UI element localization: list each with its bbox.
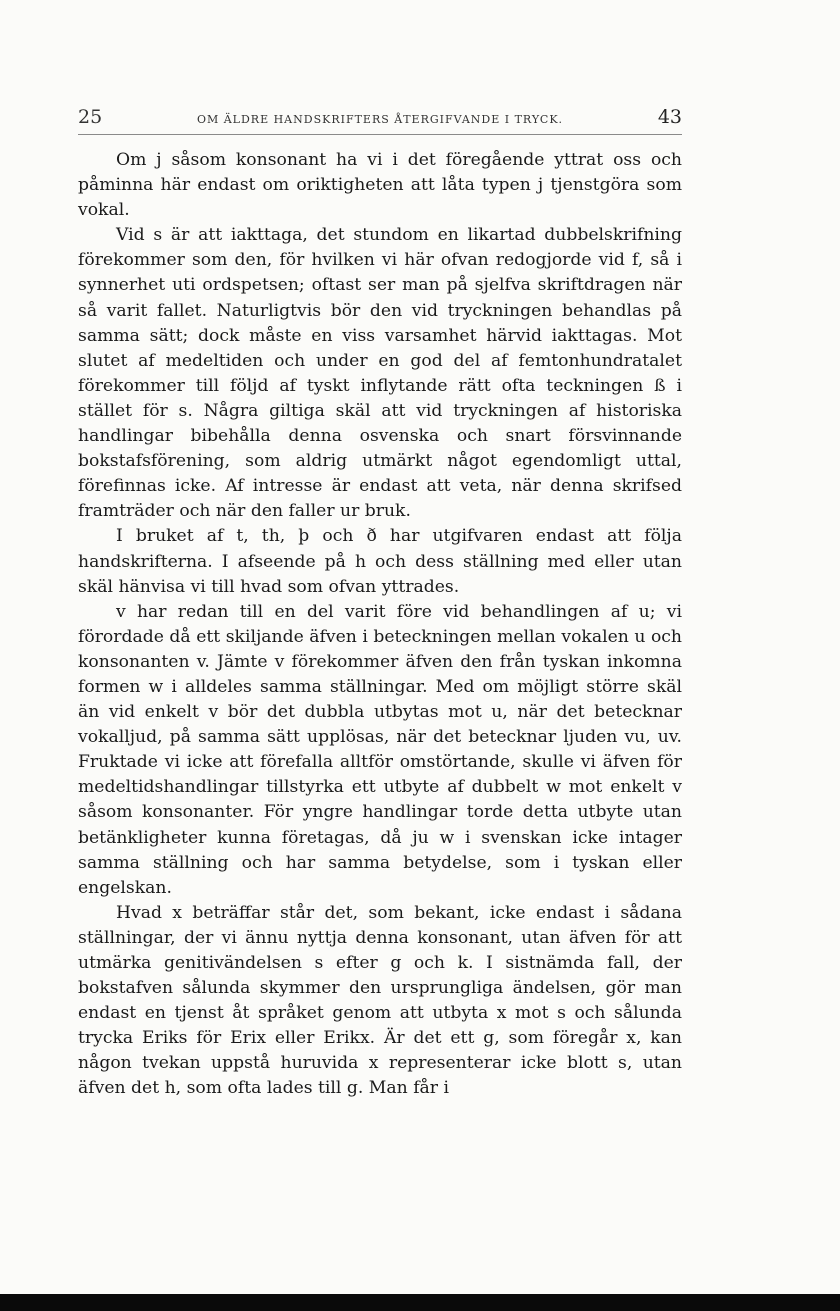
page-number: 43 [657,106,682,128]
paragraph-x: Hvad x beträffar står det, som bekant, icke endast i sådana ställningar, der vi ännu nyttja denna konsonant, utan äfven för att utmärka genitivändelsen s efter g och k. I sistnämda fall, der bokstafven sålunda skymmer den ursprungliga ändelsen, gör man endast en tjenst åt språket genom att utbyta x mot s och sålunda trycka Eriks för Erix eller Erikx. Är det ett g, som föregår x, kan någon tvekan uppstå huruvida x representerar icke blott s, utan äfven det h, som ofta lades till g. Man får i [78,902,682,1099]
signature-mark: 25 [78,106,103,128]
running-title: OM ÄLDRE HANDSKRIFTERS ÅTERGIFVANDE I TRYCK. [196,113,564,126]
paragraph-s: Vid s är att iakttaga, det stundom en likartad dubbelskrifning förekommer som den, för hvilken vi här ofvan redogjorde vid f, så i synnerhet uti ordspetsen; oftast ser man på sjelfva skriftdragen när så varit fallet. Naturligtvis bör den vid tryckningen behandlas på samma sätt; dock måste en viss varsamhet härvid iakttagas. Mot slutet af medeltiden och under en god del af femtonhundratalet förekommer till följd af tyskt inflytande rätt ofta teckningen ß i stället för s. Några giltiga skäl att vid tryckningen af historiska handlingar bibehålla denna osvenska och snart försvinnande bokstafsförening, som aldrig utmärkt något egendomligt uttal, förefinnas icke. Af intresse är endast att veta, när denna skrifsed framträder och när den faller ur bruk. [78,225,682,522]
paragraph-j: Om j såsom konsonant ha vi i det föregående yttrat oss och påminna här endast om oriktigheten att låta typen j tjenstgöra som vokal. [78,150,682,221]
paragraph-t-th: I bruket af t, th, þ och ð har utgifvaren endast att följa handskrifterna. I afseende på h och dess ställning med eller utan skäl hänvisa vi till hvad som ofvan yttrades. [78,526,682,597]
body-text [78,148,682,1102]
running-header [78,106,682,135]
scan-edge [0,1294,840,1311]
paragraph-v: v har redan till en del varit före vid behandlingen af u; vi förordade då ett skiljande äfven i beteckningen mellan vokalen u och konsonanten v. Jämte v förekommer äfven den från tyskan inkomna formen w i alldeles samma ställningar. Med om möjligt större skäl än vid enkelt v bör det dubbla utbytas mot u, när det betecknar vokalljud, på samma sätt upplösas, när det betecknar ljuden vu, uv. Fruktade vi icke att förefalla alltför omstörtande, skulle vi äfven för medeltidshandlingar tillstyrka ett utbyte af dubbelt w mot enkelt v såsom konsonanter. För yngre handlingar torde detta utbyte utan betänkligheter kunna företagas, då ju w i svenskan icke intager samma ställning och har samma betydelse, som i tyskan eller engelskan. [78,601,682,898]
